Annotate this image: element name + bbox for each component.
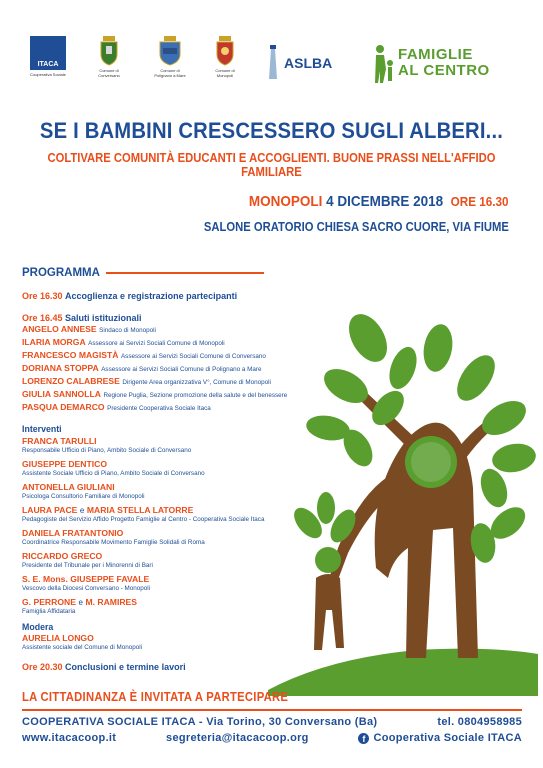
speaker-name: GIULIA SANNOLLA bbox=[22, 389, 101, 399]
family-icon bbox=[372, 43, 394, 83]
child-figure bbox=[314, 574, 344, 650]
speaker-role: Responsabile Ufficio di Piano, Ambito Sociale di Conversano bbox=[22, 447, 192, 454]
famiglie-text bbox=[398, 47, 490, 79]
itaca-logo-mark bbox=[30, 36, 66, 70]
comune2-caption: Comune di Polignano a Mare bbox=[154, 68, 186, 78]
speaker-name: ANTONELLA GIULIANI bbox=[22, 482, 115, 492]
modera-item bbox=[22, 633, 142, 652]
famiglie-al-centro-logo bbox=[372, 36, 522, 90]
speaker-name: ILARIA MORGA bbox=[22, 337, 86, 347]
speaker-role: Assessore ai Servizi Sociali Comune di Conversano bbox=[120, 353, 266, 360]
comune3-caption: Comune di Monopoli bbox=[215, 68, 235, 78]
saluti-item bbox=[22, 363, 262, 375]
speaker-name: G. PERRONE bbox=[22, 597, 76, 607]
conclusioni-time: Ore 20.30 bbox=[22, 662, 63, 672]
crest-icon bbox=[99, 36, 119, 66]
speaker-name: DORIANA STOPPA bbox=[22, 363, 99, 373]
famiglie-line1: FAMIGLIE bbox=[398, 46, 473, 63]
saluti-time: Ore 16.45 bbox=[22, 313, 63, 323]
speaker-role: Assistente Sociale Ufficio di Piano, Ambito Sociale di Conversano bbox=[22, 470, 205, 477]
speaker-role: Famiglia Affidataria bbox=[22, 608, 76, 615]
footer-facebook-text: Cooperativa Sociale ITACA bbox=[373, 732, 522, 744]
speaker-name: DANIELA FRATANTONIO bbox=[22, 528, 124, 538]
asl-logo bbox=[266, 36, 340, 90]
saluti-item bbox=[22, 402, 211, 414]
saluti-item bbox=[22, 350, 266, 362]
saluti-item bbox=[22, 337, 225, 349]
ground-shape bbox=[268, 649, 538, 696]
speaker-role: Dirigente Area organizzativa V°, Comune di Monopoli bbox=[122, 379, 271, 386]
footer-phone[interactable]: tel. 0804958985 bbox=[437, 716, 522, 728]
intervento-item bbox=[22, 459, 205, 478]
speaker-connector: e bbox=[79, 506, 85, 515]
speaker-name: ANGELO ANNESE bbox=[22, 324, 97, 334]
page-title: SE I BAMBINI CRESCESSERO SUGLI ALBERI... bbox=[39, 118, 504, 143]
facebook-icon: f bbox=[358, 733, 369, 744]
itaca-caption: Cooperativa Sociale bbox=[30, 72, 66, 77]
footer-facebook-link[interactable] bbox=[358, 732, 522, 744]
speaker-role: Pedagogiste del Servizio Affido Progetto Famiglie al Centro - Cooperativa Sociale Itaca bbox=[22, 516, 265, 523]
speaker-name: RICCARDO GRECO bbox=[22, 551, 103, 561]
footer-org: COOPERATIVA SOCIALE ITACA - Via Torino, 30 Conversano (Ba) bbox=[22, 716, 378, 728]
footer-email-link[interactable]: segreteria@itacacoop.org bbox=[166, 732, 309, 744]
speaker-name: FRANCESCO MAGISTÀ bbox=[22, 350, 119, 360]
event-date-line bbox=[249, 193, 509, 210]
intervento-item bbox=[22, 528, 205, 547]
modera-heading: Modera bbox=[22, 622, 54, 632]
tree-family-illustration bbox=[268, 298, 538, 696]
saluti-item bbox=[22, 389, 287, 401]
speaker-name-2: M. RAMIRES bbox=[85, 597, 138, 607]
conclusioni-text: Conclusioni e termine lavori bbox=[65, 662, 186, 672]
speaker-role: Presidente Cooperativa Sociale Itaca bbox=[107, 405, 211, 412]
speaker-name-2: MARIA STELLA LATORRE bbox=[86, 505, 194, 515]
speaker-name: S. E. Mons. GIUSEPPE FAVALE bbox=[22, 574, 150, 584]
interventi-heading: Interventi bbox=[22, 424, 62, 434]
speaker-role: Presidente del Tribunale per i Minorenni di Bari bbox=[22, 562, 153, 569]
speaker-role: Coordinatrice Responsabile Movimento Famiglie Solidali di Roma bbox=[22, 539, 205, 546]
itaca-logo bbox=[26, 36, 70, 90]
footer-contact-row bbox=[22, 732, 522, 744]
event-city: MONOPOLI bbox=[249, 193, 323, 210]
intervento-item bbox=[22, 482, 145, 501]
crest-icon bbox=[215, 36, 235, 66]
speaker-name: FRANCA TARULLI bbox=[22, 436, 97, 446]
event-date: 4 DICEMBRE 2018 bbox=[326, 193, 444, 210]
speaker-role: Assessore ai Servizi Sociali Comune di Polignano a Mare bbox=[101, 366, 262, 373]
programma-divider bbox=[106, 272, 264, 274]
programma-heading-text: PROGRAMMA bbox=[22, 267, 100, 279]
intervento-item bbox=[22, 574, 150, 593]
event-time: ORE 16.30 bbox=[451, 194, 509, 209]
lighthouse-icon bbox=[266, 45, 280, 81]
page-subtitle: COLTIVARE COMUNITÀ EDUCANTI E ACCOGLIENTI. BUONE PRASSI NELL'AFFIDO FAMILIARE bbox=[47, 151, 496, 179]
speaker-name: GIUSEPPE DENTICO bbox=[22, 459, 107, 469]
speaker-role: Regione Puglia, Sezione promozione della salute e del benessere bbox=[103, 392, 288, 399]
saluti-item bbox=[22, 376, 271, 388]
speaker-name: LORENZO CALABRESE bbox=[22, 376, 120, 386]
moderator-name: AURELIA LONGO bbox=[22, 633, 94, 643]
itaca-logo-name: ITACA bbox=[37, 61, 59, 68]
moderator-role: Assistente sociale del Comune di Monopoli bbox=[22, 644, 143, 651]
invite-banner: LA CITTADINANZA È INVITATA A PARTECIPARE bbox=[22, 690, 289, 704]
intervento-item bbox=[22, 597, 137, 616]
saluti-row bbox=[22, 313, 142, 324]
footer-website-link[interactable]: www.itacacoop.it bbox=[22, 732, 117, 744]
intervento-item bbox=[22, 505, 264, 524]
speaker-role: Assessore ai Servizi Sociali Comune di Monopoli bbox=[88, 340, 225, 347]
speaker-name: PASQUA DEMARCO bbox=[22, 402, 105, 412]
logo-bar bbox=[0, 36, 543, 90]
accoglienza-text: Accoglienza e registrazione partecipanti bbox=[65, 291, 238, 301]
speaker-role: Psicologa Consultorio Familiare di Monopoli bbox=[22, 493, 145, 500]
speaker-role: Sindaco di Monopoli bbox=[99, 327, 156, 334]
speaker-role: Vescovo della Diocesi Conversano - Monopoli bbox=[22, 585, 151, 592]
child-head bbox=[315, 547, 341, 573]
saluti-item bbox=[22, 324, 156, 336]
event-venue: SALONE ORATORIO CHIESA SACRO CUORE, VIA FIUME bbox=[203, 220, 509, 234]
speaker-connector: e bbox=[78, 598, 83, 607]
footer-divider bbox=[22, 709, 522, 711]
conclusioni-row bbox=[22, 662, 186, 673]
accoglienza-row bbox=[22, 291, 237, 302]
intervento-item bbox=[22, 551, 153, 570]
intervento-item bbox=[22, 436, 191, 455]
accoglienza-time: Ore 16.30 bbox=[22, 291, 63, 301]
famiglie-line2: AL CENTRO bbox=[398, 62, 490, 79]
footer-address-row bbox=[22, 716, 522, 728]
comune1-caption: Comune di Conversano bbox=[98, 68, 120, 78]
programma-heading bbox=[22, 267, 264, 279]
comune-monopoli-crest bbox=[208, 36, 242, 90]
comune-polignano-crest bbox=[148, 36, 192, 90]
speaker-name: LAURA PACE bbox=[22, 505, 78, 515]
comune-conversano-crest bbox=[92, 36, 126, 90]
saluti-text: Saluti istituzionali bbox=[65, 313, 142, 323]
asl-name: ASLBA bbox=[284, 55, 333, 71]
crest-icon bbox=[158, 36, 182, 66]
